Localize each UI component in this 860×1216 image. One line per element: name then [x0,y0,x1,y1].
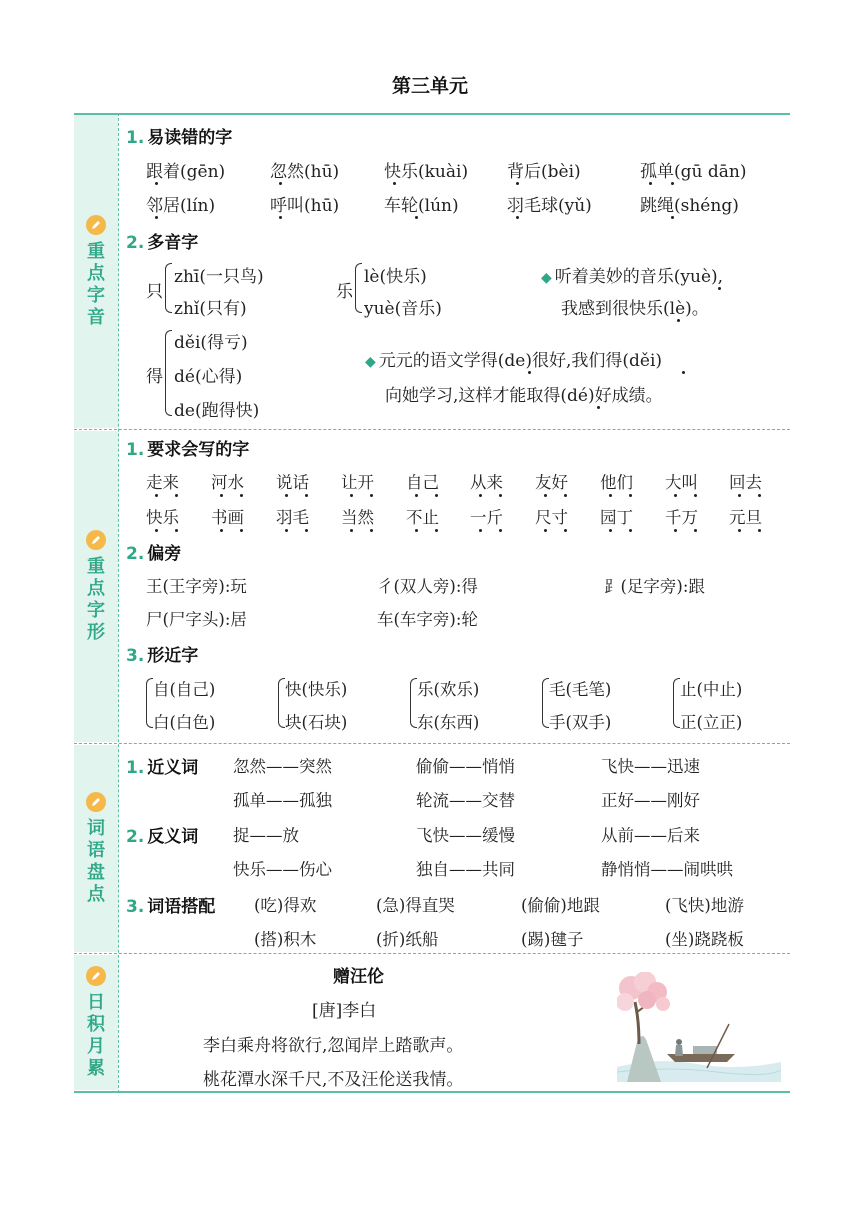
emphasis-dot [350,529,353,532]
emphasis-dot [155,182,158,185]
radical-item: 彳(双人旁):得 [377,577,478,596]
word-item: 园丁 [600,508,633,527]
word-item: 一斤 [470,508,503,527]
brace [278,678,285,728]
emphasis-dot [220,529,223,532]
emphasis-dot [629,529,632,532]
poem-line: 桃花潭水深千尺,不及汪伦送我情。 [203,1070,464,1090]
synonym-pair: 偷偷——悄悄 [416,757,515,776]
brace [165,330,172,416]
emphasis-dot [240,494,243,497]
word-item: 走来 [146,473,179,492]
word-item: 大叫 [665,473,698,492]
word-item: 忽然(hū) [270,162,340,182]
polyphonic-char: 乐 [336,282,353,302]
emphasis-dot [415,216,418,219]
word-item: 说话 [276,473,309,492]
emphasis-dot [758,529,761,532]
similar-char: 快(快乐) [285,680,348,699]
emphasis-dot [718,287,721,290]
section-label: 重点字音 [87,240,105,328]
emphasis-dot [738,494,741,497]
emphasis-dot [499,529,502,532]
emphasis-dot [738,529,741,532]
emphasis-dot [393,182,396,185]
word-item: 从来 [470,473,503,492]
collocation: (坐)跷跷板 [665,930,744,949]
word-item: 背后(bèi) [507,162,581,182]
word-item: 千万 [665,508,698,527]
brace [673,678,680,728]
similar-char: 正(立正) [680,713,743,732]
emphasis-dot [609,494,612,497]
emphasis-dot [671,216,674,219]
collocation: (搭)积木 [254,930,317,949]
word-item: 孤单(gū dān) [640,162,747,182]
emphasis-dot [279,216,282,219]
emphasis-dot [597,406,600,409]
word-item: 呼叫(hū) [270,196,340,216]
emphasis-dot [240,529,243,532]
emphasis-dot [285,494,288,497]
radical-item: ⻊(足字旁):跟 [604,577,705,596]
similar-char: 手(双手) [549,713,612,732]
collocation: (吃)得欢 [254,896,317,915]
heading-antonyms: 2. 反义词 [126,827,199,847]
synonym-pair: 飞快——迅速 [601,757,700,776]
emphasis-dot [564,529,567,532]
emphasis-dot [649,182,652,185]
reading: zhī(一只鸟) [174,267,264,287]
radical-item: 尸(尸字头):居 [146,610,247,629]
word-item: 尺寸 [535,508,568,527]
collocation: (急)得直哭 [376,896,455,915]
reading: de(跑得快) [174,401,260,421]
reading: zhǐ(只有) [174,299,247,319]
emphasis-dot [671,182,674,185]
antonym-pair: 捉——放 [233,826,299,845]
word-item: 他们 [600,473,633,492]
collocation: (踢)毽子 [521,930,584,949]
emphasis-dot [516,182,519,185]
brace [165,263,172,313]
emphasis-dot [415,529,418,532]
emphasis-dot [175,529,178,532]
emphasis-dot [674,494,677,497]
synonym-pair: 正好——刚好 [601,791,700,810]
emphasis-dot [674,529,677,532]
emphasis-dot [435,494,438,497]
similar-char: 毛(毛笔) [549,680,612,699]
poem-title: 赠汪伦 [333,967,384,987]
emphasis-dot [499,494,502,497]
diamond-icon: ◆ [541,270,552,286]
emphasis-dot [677,319,680,322]
antonym-pair: 独自——共同 [416,860,515,879]
example-sentence: 我感到很快乐(lè)。 [561,299,709,319]
word-item: 书画 [211,508,244,527]
emphasis-dot [544,529,547,532]
emphasis-dot [758,494,761,497]
antonym-pair: 从前——后来 [601,826,700,845]
reading: lè(快乐) [364,267,427,287]
word-item: 快乐(kuài) [384,162,469,182]
polyphonic-char: 只 [146,282,163,302]
collocation: (偷偷)地跟 [521,896,600,915]
word-item: 跟着(gēn) [146,162,226,182]
reading: děi(得亏) [174,333,248,353]
synonym-pair: 孤单——孤独 [233,791,332,810]
emphasis-dot [479,494,482,497]
reading: dé(心得) [174,367,243,387]
page-title: 第三单元 [391,75,468,97]
similar-char: 乐(欢乐) [417,680,480,699]
word-item: 让开 [341,473,374,492]
section-label: 词语盘点 [87,817,105,905]
word-item: 快乐 [146,508,179,527]
emphasis-dot [305,494,308,497]
poem-author: [唐]李白 [312,1001,377,1021]
word-item: 回去 [729,473,762,492]
similar-char: 块(石块) [285,713,348,732]
word-item: 跳绳(shéng) [640,196,739,216]
emphasis-dot [479,529,482,532]
similar-char: 自(自己) [153,680,216,699]
example-sentence: ◆ 元元的语文学得(de)很好,我们得(děi) [365,351,663,371]
word-item: 不止 [406,508,439,527]
antonym-pair: 飞快——缓慢 [416,826,515,845]
emphasis-dot [350,494,353,497]
emphasis-dot [220,494,223,497]
emphasis-dot [285,529,288,532]
heading-radicals: 2. 偏旁 [126,544,182,564]
emphasis-dot [155,494,158,497]
section-label: 日积月累 [87,991,105,1079]
collocation: (折)纸船 [376,930,439,949]
radical-item: 王(王字旁):玩 [146,577,247,596]
emphasis-dot [305,529,308,532]
heading-write-chars: 1. 要求会写的字 [126,440,250,460]
emphasis-dot [435,529,438,532]
emphasis-dot [415,494,418,497]
word-item: 元旦 [729,508,762,527]
diamond-icon: ◆ [365,354,376,370]
synonym-pair: 忽然——突然 [233,757,332,776]
heading-collocations: 3. 词语搭配 [126,897,216,917]
heading-synonyms: 1. 近义词 [126,758,199,778]
emphasis-dot [279,182,282,185]
emphasis-dot [370,529,373,532]
similar-char: 东(东西) [417,713,480,732]
word-item: 邻居(lín) [146,196,216,216]
emphasis-dot [682,371,685,374]
word-item: 友好 [535,473,568,492]
similar-char: 止(中止) [680,680,743,699]
emphasis-dot [629,494,632,497]
emphasis-dot [694,529,697,532]
emphasis-dot [175,494,178,497]
example-sentence: ◆ 听着美妙的音乐(yuè), [541,267,724,287]
poem-line: 李白乘舟将欲行,忽闻岸上踏歌声。 [203,1036,464,1056]
word-item: 羽毛 [276,508,309,527]
emphasis-dot [694,494,697,497]
emphasis-dot [609,529,612,532]
antonym-pair: 静悄悄——闹哄哄 [601,860,733,879]
synonym-pair: 轮流——交替 [416,791,515,810]
collocation: (飞快)地游 [665,896,744,915]
heading-polyphonic: 2. 多音字 [126,233,199,253]
word-item: 河水 [211,473,244,492]
heading-similar-chars: 3. 形近字 [126,646,199,666]
antonym-pair: 快乐——伤心 [233,860,332,879]
emphasis-dot [155,216,158,219]
example-sentence: 向她学习,这样才能取得(dé)好成绩。 [385,386,663,406]
radical-item: 车(车字旁):轮 [377,610,478,629]
emphasis-dot [155,529,158,532]
emphasis-dot [516,216,519,219]
word-item: 自己 [406,473,439,492]
brace [146,678,153,728]
emphasis-dot [528,371,531,374]
heading-misread: 1. 易读错的字 [126,128,233,148]
section-label: 重点字形 [87,555,105,643]
brace [355,263,362,313]
polyphonic-char: 得 [146,367,163,387]
peach-blossom-boat-illustration [617,972,781,1082]
brace [542,678,549,728]
word-item: 当然 [341,508,374,527]
brace [410,678,417,728]
reading: yuè(音乐) [364,299,442,319]
emphasis-dot [564,494,567,497]
word-item: 羽毛球(yǔ) [507,196,592,216]
emphasis-dot [370,494,373,497]
emphasis-dot [544,494,547,497]
similar-char: 白(白色) [153,713,216,732]
word-item: 车轮(lún) [384,196,459,216]
